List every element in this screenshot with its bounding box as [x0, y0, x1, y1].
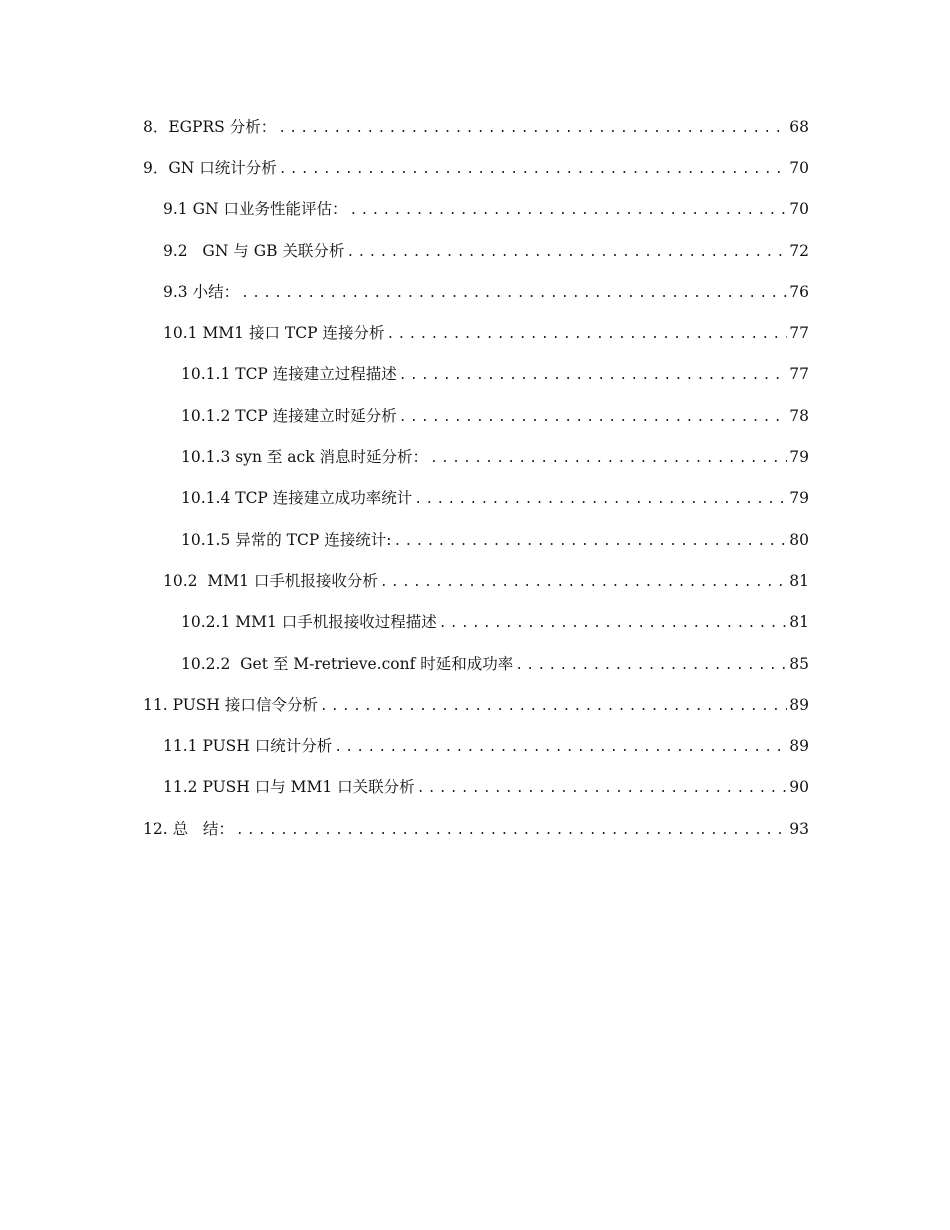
- toc-entry-title: 9.2 GN 与 GB 关联分析: [163, 241, 345, 260]
- toc-dot-leader: [386, 327, 787, 342]
- toc-entry-9[interactable]: [0, 146, 950, 187]
- toc-page-number: 79: [789, 489, 809, 508]
- toc-entry-title: 10.1.2 TCP 连接建立时延分析: [181, 406, 397, 425]
- toc-entry-10-1-3[interactable]: [0, 435, 950, 476]
- toc-entry-title: 12. 总 结：: [143, 819, 234, 838]
- toc-dot-leader: [399, 410, 787, 425]
- toc-entry-title: 10.1.3 syn 至 ack 消息时延分析：: [181, 448, 429, 467]
- toc-entry-9-1[interactable]: [0, 188, 950, 229]
- toc-entry-11[interactable]: [0, 683, 950, 724]
- toc-entry-title: 9.1 GN 口业务性能评估：: [163, 200, 348, 219]
- toc-entry-8[interactable]: [0, 105, 950, 146]
- toc-entry-title: 10.1.1 TCP 连接建立过程描述: [181, 365, 397, 384]
- toc-page-number: 80: [789, 530, 809, 549]
- toc-page-number: 89: [789, 695, 809, 714]
- toc-dot-leader: [439, 616, 788, 631]
- toc-page-number: 70: [789, 158, 809, 177]
- toc-dot-leader: [393, 534, 787, 549]
- toc-page-number: 77: [789, 365, 809, 384]
- toc-dot-leader: [334, 740, 787, 755]
- toc-entry-title: 11.2 PUSH 口与 MM1 口关联分析: [163, 778, 415, 797]
- toc-page-number: 72: [789, 241, 809, 260]
- toc-entry-10-2-1[interactable]: [0, 601, 950, 642]
- toc-page-number: 78: [789, 406, 809, 425]
- toc-dot-leader: [320, 699, 787, 714]
- toc-entry-11-1[interactable]: [0, 724, 950, 765]
- toc-page-number: 70: [789, 200, 809, 219]
- toc-dot-leader: [349, 203, 787, 218]
- toc-page-number: 68: [789, 117, 809, 136]
- toc-page-number: 85: [789, 654, 809, 673]
- toc-dot-leader: [346, 245, 787, 260]
- toc-entry-title: 10.1.5 异常的 TCP 连接统计:: [181, 530, 392, 549]
- toc-dot-leader: [380, 575, 787, 590]
- toc-entry-10-1-1[interactable]: [0, 353, 950, 394]
- toc-entry-11-2[interactable]: [0, 766, 950, 807]
- toc-dot-leader: [430, 451, 787, 466]
- toc-entry-title: 10.1.4 TCP 连接建立成功率统计: [181, 489, 413, 508]
- toc-entry-title: 10.2.1 MM1 口手机报接收过程描述: [181, 613, 437, 632]
- toc-entry-title: 11.1 PUSH 口统计分析: [163, 737, 333, 756]
- toc-entry-12[interactable]: [0, 807, 950, 848]
- toc-entry-title: 11. PUSH 接口信令分析: [143, 695, 318, 714]
- toc-page-number: 89: [789, 737, 809, 756]
- toc-dot-leader: [515, 658, 787, 673]
- toc-page-number: 76: [789, 282, 809, 301]
- toc-entry-title: 10.2 MM1 口手机报接收分析: [163, 571, 378, 590]
- toc-dot-leader: [417, 781, 788, 796]
- toc-entry-title: 8．EGPRS 分析：: [143, 117, 277, 136]
- toc-dot-leader: [241, 286, 787, 301]
- toc-entry-title: 9．GN 口统计分析: [143, 158, 277, 177]
- toc-dot-leader: [414, 492, 787, 507]
- toc-entry-title: 9.3 小结：: [163, 282, 240, 301]
- toc-page-number: 93: [789, 819, 809, 838]
- toc-entry-title: 10.1 MM1 接口 TCP 连接分析: [163, 324, 385, 343]
- toc-dot-leader: [399, 368, 787, 383]
- toc-page-number: 77: [789, 324, 809, 343]
- toc-entry-10-2[interactable]: [0, 559, 950, 600]
- toc-page-number: 81: [789, 571, 809, 590]
- toc-entry-9-3[interactable]: [0, 270, 950, 311]
- toc-page-number: 90: [789, 778, 809, 797]
- toc-entry-title: 10.2.2 Get 至 M-retrieve.conf 时延和成功率: [181, 654, 514, 673]
- toc-entry-10-1[interactable]: [0, 311, 950, 352]
- toc-entry-9-2[interactable]: [0, 229, 950, 270]
- toc-dot-leader: [236, 823, 787, 838]
- toc-dot-leader: [278, 121, 787, 136]
- toc-entry-10-1-5[interactable]: [0, 518, 950, 559]
- toc-entry-10-1-4[interactable]: [0, 477, 950, 518]
- toc-page-number: 79: [789, 448, 809, 467]
- toc-dot-leader: [279, 162, 788, 177]
- toc-entry-10-2-2[interactable]: [0, 642, 950, 683]
- toc-entry-10-1-2[interactable]: [0, 394, 950, 435]
- table-of-contents: [0, 105, 950, 848]
- toc-page-number: 81: [789, 613, 809, 632]
